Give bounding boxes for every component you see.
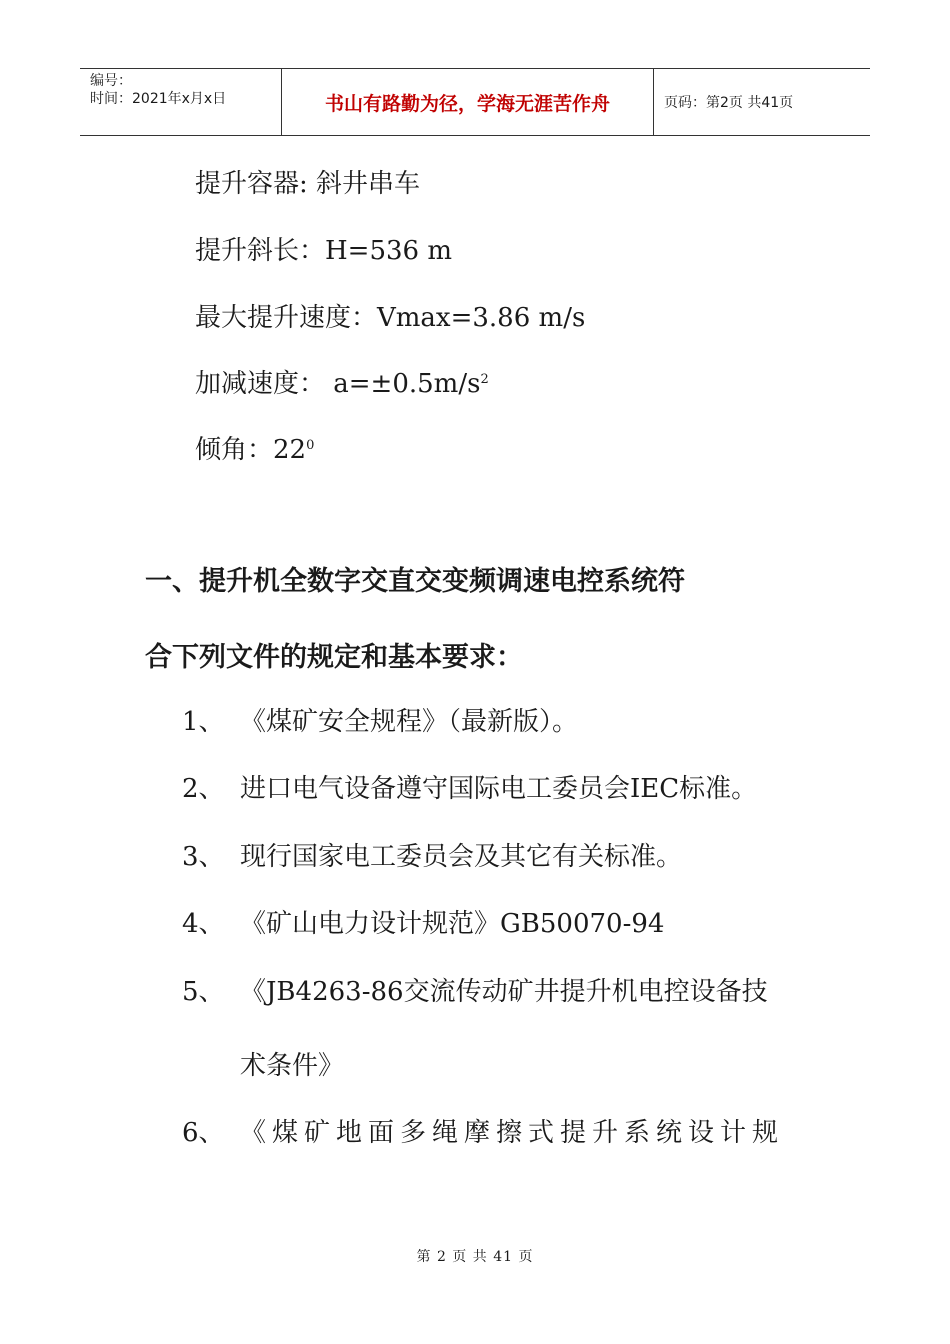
- spec-acceleration-exponent: 2: [480, 372, 489, 387]
- document-number-label: 编号：: [90, 73, 132, 89]
- header-meta: [80, 69, 282, 135]
- spec-angle: [195, 434, 314, 466]
- spec-speed: 最大提升速度：Vmax=3.86 m/s: [195, 303, 586, 333]
- section-heading-line-2: 合下列文件的规定和基本要求：: [145, 642, 523, 673]
- list-item-number: 5、: [182, 977, 225, 1007]
- list-item-text: 《矿山电力设计规范》GB50070-94: [240, 909, 665, 939]
- list-item-number: 6、: [182, 1118, 225, 1148]
- page-footer: 第 2 页 共 41 页: [416, 1249, 534, 1265]
- list-item-text: 进口电气设备遵守国际电工委员会IEC标准。: [240, 774, 758, 804]
- spec-acceleration-text: 加减速度： a=±0.5m/s: [195, 369, 481, 399]
- list-item-number: 1、: [182, 707, 225, 737]
- spec-angle-degree: 0: [306, 438, 315, 453]
- document-time: 时间：2021年x月x日: [90, 91, 227, 107]
- header-page-info: 页码：第2页 共41页: [664, 95, 794, 111]
- list-item-text-continued: 术条件》: [240, 1051, 345, 1081]
- list-item-text: 《JB4263-86交流传动矿井提升机电控设备技: [240, 977, 768, 1007]
- spec-container: 提升容器: 斜井串车: [195, 169, 421, 199]
- list-item-text: 《煤矿地面多绳摩擦式提升系统设计规: [240, 1118, 785, 1148]
- page-header: [80, 68, 870, 136]
- list-item-number: 4、: [182, 909, 225, 939]
- spec-acceleration: [195, 368, 489, 400]
- list-item-number: 3、: [182, 842, 225, 872]
- spec-angle-text: 倾角：22: [195, 435, 307, 465]
- section-heading-line-1: 一、提升机全数字交直交变频调速电控系统符: [145, 566, 685, 597]
- list-item-number: 2、: [182, 774, 225, 804]
- header-motto: 书山有路勤为径，学海无涯苦作舟: [282, 69, 654, 135]
- list-item-text: 《煤矿安全规程》（最新版）。: [240, 707, 579, 737]
- list-item-text: 现行国家电工委员会及其它有关标准。: [240, 842, 683, 872]
- spec-length: 提升斜长：H=536 m: [195, 236, 453, 266]
